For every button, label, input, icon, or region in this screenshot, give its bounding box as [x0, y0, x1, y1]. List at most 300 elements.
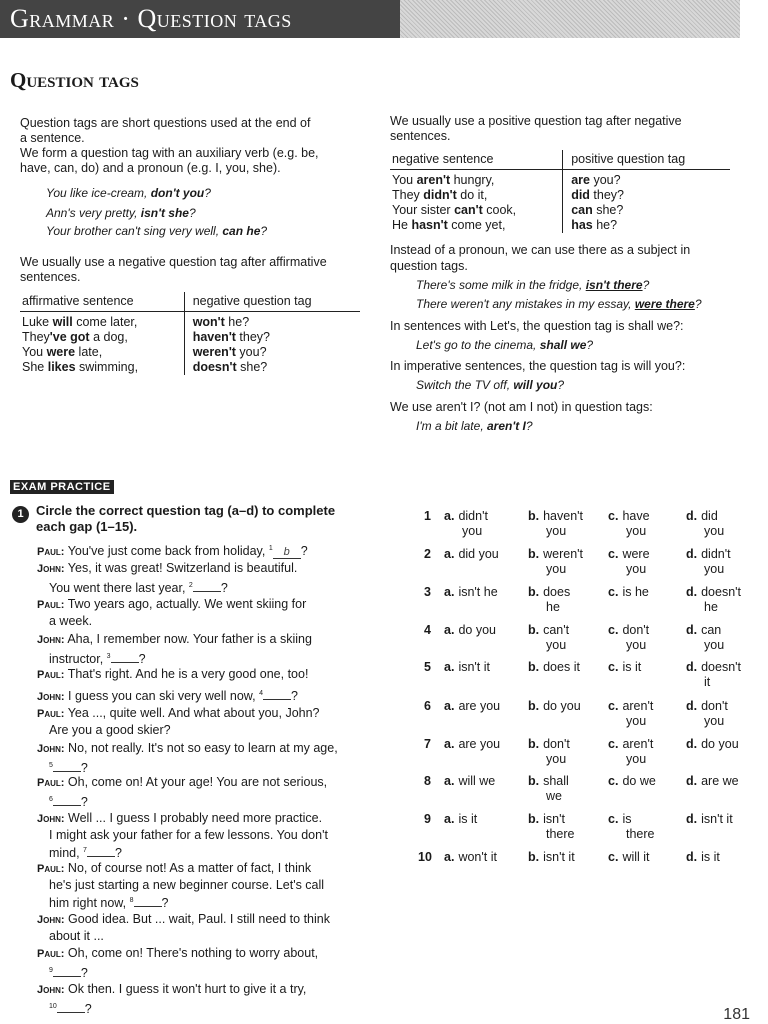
- dialogue-text: I guess you can ski very well now,: [64, 689, 260, 704]
- gap-tail: ?: [138, 651, 146, 666]
- option-d[interactable]: [686, 547, 762, 577]
- option-letter: b.: [528, 585, 540, 599]
- tag-aux: won't: [192, 315, 225, 329]
- dialogue-line: [37, 999, 367, 1018]
- option-d[interactable]: [686, 585, 762, 615]
- answer-gap[interactable]: [263, 687, 291, 700]
- speaker-name: Paul:: [37, 546, 65, 559]
- option-text-cont: there: [546, 827, 575, 841]
- gap-number: 8: [129, 897, 134, 904]
- option-text: are we: [701, 774, 739, 788]
- question-number: 10: [418, 850, 432, 864]
- option-d[interactable]: [686, 850, 762, 865]
- tag-cell: [563, 170, 730, 189]
- header-banner: [0, 0, 740, 38]
- question-number: 5: [424, 660, 431, 674]
- example-sentence: Your brother can't sing very well, can he?: [46, 224, 268, 238]
- tag-cell: [563, 203, 730, 218]
- dialogue-line: [37, 544, 308, 558]
- question-number: 2: [424, 547, 431, 561]
- sentence-verb: aren't: [416, 173, 451, 187]
- tag-aux: are: [571, 173, 590, 187]
- example-sentence: Switch the TV off, will you?: [416, 378, 565, 392]
- sentence-cell: [390, 203, 563, 218]
- gap-tail: ?: [80, 794, 88, 809]
- option-c[interactable]: [608, 850, 684, 865]
- option-letter: b.: [528, 699, 540, 713]
- option-b[interactable]: [528, 585, 604, 615]
- option-text-cont: you: [626, 638, 647, 652]
- option-c[interactable]: [608, 660, 684, 675]
- sentence-verb: hasn't: [411, 218, 448, 232]
- option-text: are you: [458, 699, 501, 713]
- option-letter: a.: [444, 699, 455, 713]
- dialogue-line: [37, 597, 306, 611]
- option-b[interactable]: [528, 623, 604, 653]
- tag-aux: can: [571, 203, 593, 217]
- option-a[interactable]: [444, 774, 520, 789]
- speaker-name: Paul:: [37, 669, 65, 681]
- speaker-name: John:: [37, 743, 65, 755]
- option-a[interactable]: [444, 660, 520, 675]
- gap-tail: ?: [80, 760, 88, 775]
- option-c[interactable]: [608, 737, 684, 767]
- option-a[interactable]: [444, 812, 520, 827]
- sentence-post: a dog,: [89, 330, 128, 344]
- option-letter: c.: [608, 774, 619, 788]
- table-header: negative question tag: [184, 292, 360, 312]
- dialogue-text: instructor,: [49, 651, 107, 666]
- option-text-cont: you: [704, 524, 725, 538]
- option-a[interactable]: [444, 699, 520, 714]
- speaker-name: John:: [37, 813, 65, 825]
- gap-tail: ?: [84, 1001, 92, 1016]
- tag-cell: [184, 360, 360, 375]
- dialogue-line: [37, 578, 367, 597]
- speaker-name: Paul:: [37, 708, 65, 720]
- dialogue-line: [37, 828, 367, 844]
- option-letter: c.: [608, 585, 619, 599]
- option-c[interactable]: [608, 547, 684, 577]
- option-text: shall: [543, 774, 569, 788]
- sentence-pre: He: [392, 218, 412, 232]
- dialogue-line: [37, 843, 367, 862]
- option-text: is it: [622, 660, 642, 674]
- option-letter: b.: [528, 812, 540, 826]
- option-text-cont: you: [546, 524, 567, 538]
- tag-cell: [184, 312, 360, 331]
- option-letter: b.: [528, 737, 540, 751]
- dialogue-line: [37, 946, 318, 960]
- dialogue-text: about it ...: [49, 928, 104, 943]
- dialogue-line: [37, 963, 367, 982]
- option-letter: d.: [686, 737, 698, 751]
- sentence-cell: [20, 330, 184, 345]
- option-letter: d.: [686, 585, 698, 599]
- gap-tail: ?: [114, 846, 122, 861]
- sentence-verb: were: [46, 345, 76, 359]
- sentence-cell: [20, 360, 184, 375]
- sentence-verb: didn't: [423, 188, 457, 202]
- option-letter: c.: [608, 850, 619, 864]
- option-c[interactable]: [608, 774, 684, 789]
- page-number: 181: [723, 1006, 750, 1023]
- tag-aux: doesn't: [192, 360, 237, 374]
- dialogue-line: [37, 741, 338, 755]
- option-letter: b.: [528, 850, 540, 864]
- option-c[interactable]: [608, 699, 684, 729]
- option-d[interactable]: [686, 699, 762, 729]
- gap-number: 4: [259, 690, 263, 697]
- tag-rest: you?: [235, 345, 267, 359]
- sentence-post: come yet,: [447, 218, 506, 232]
- dialogue-line: [37, 861, 311, 875]
- table-row: [20, 312, 360, 331]
- speaker-name: Paul:: [37, 777, 65, 789]
- option-text: were: [622, 547, 650, 561]
- option-letter: a.: [444, 547, 455, 561]
- option-text: is it: [458, 812, 478, 826]
- note-line: In sentences with Let's, the question tag is shall we?:: [390, 319, 684, 333]
- dialogue-text: You've just come back from holiday,: [64, 544, 269, 559]
- table-row: [20, 330, 360, 345]
- tag-rest: she?: [592, 203, 624, 217]
- option-b[interactable]: [528, 737, 604, 767]
- table-row: [390, 170, 730, 189]
- option-b[interactable]: [528, 850, 604, 865]
- option-text: can't: [543, 623, 570, 637]
- option-d[interactable]: [686, 812, 762, 827]
- question-number: 6: [424, 699, 431, 713]
- option-letter: c.: [608, 623, 619, 637]
- dialogue-turn: [37, 912, 367, 944]
- dialogue-line: [37, 929, 367, 945]
- sentence-pre: You: [22, 345, 47, 359]
- option-text: do we: [622, 774, 656, 788]
- option-text: do you: [701, 737, 739, 751]
- option-text: doesn't: [701, 660, 742, 674]
- option-letter: d.: [686, 850, 698, 864]
- gap-tail: ?: [300, 544, 308, 559]
- option-text: isn't it: [458, 660, 490, 674]
- option-text: did: [701, 509, 718, 523]
- question-number: 7: [424, 737, 431, 751]
- option-a[interactable]: [444, 623, 520, 638]
- example-sentence: You like ice-cream, don't you?: [46, 186, 211, 200]
- option-letter: c.: [608, 699, 619, 713]
- dialogue-text: That's right. And he is a very good one, too!: [64, 667, 309, 681]
- sentence-verb: 've got: [49, 330, 90, 344]
- negative-table: [390, 150, 730, 233]
- option-text: won't it: [458, 850, 497, 864]
- dialogue-turn: [37, 706, 367, 738]
- tag-aux: did: [571, 188, 590, 202]
- speaker-name: John:: [37, 914, 65, 926]
- option-letter: a.: [444, 812, 455, 826]
- speaker-name: Paul:: [37, 599, 65, 611]
- speaker-name: John:: [37, 634, 65, 646]
- sentence-pre: Luke: [22, 315, 53, 329]
- example-sentence: Let's go to the cinema, shall we?: [416, 338, 594, 352]
- sentence-post: come later,: [72, 315, 138, 329]
- sentence-post: cook,: [482, 203, 517, 217]
- option-text: don't: [543, 737, 570, 751]
- sentence-cell: [390, 188, 563, 203]
- answer-gap[interactable]: [111, 650, 139, 663]
- example-sentence: Ann's very pretty, isn't she?: [46, 206, 196, 220]
- dialogue-text: Two years ago, actually. We went skiing for: [64, 597, 307, 611]
- intro-line: Question tags are short questions used at the end of: [20, 116, 311, 130]
- speaker-name: Paul:: [37, 863, 65, 875]
- option-letter: d.: [686, 623, 698, 637]
- dialogue-line: [37, 878, 367, 894]
- dialogue-text: he's just starting a new beginner course. Let's call: [49, 877, 325, 892]
- option-b[interactable]: [528, 509, 604, 539]
- option-b[interactable]: [528, 812, 604, 842]
- option-text: did you: [458, 547, 499, 561]
- note-line: Instead of a pronoun, we can use there as a subject in: [390, 243, 691, 257]
- gap-tail: ?: [161, 896, 169, 911]
- option-d[interactable]: [686, 774, 762, 789]
- sentence-verb: will: [52, 315, 73, 329]
- dialogue-turn: [37, 541, 367, 561]
- dialogue-turn: [37, 741, 367, 776]
- option-text-cont: you: [546, 752, 567, 766]
- answer-gap[interactable]: [193, 579, 221, 592]
- dialogue-line: [37, 893, 367, 912]
- option-text: have: [622, 509, 650, 523]
- question-number: 8: [424, 774, 431, 788]
- option-b[interactable]: [528, 547, 604, 577]
- dialogue-turn: [37, 597, 367, 629]
- option-text: didn't: [458, 509, 488, 523]
- speaker-name: John:: [37, 563, 65, 575]
- option-text-cont: he: [704, 600, 718, 614]
- sentence-verb: can't: [454, 203, 483, 217]
- question-number: 3: [424, 585, 431, 599]
- option-letter: c.: [608, 812, 619, 826]
- option-text: haven't: [543, 509, 584, 523]
- option-d[interactable]: [686, 623, 762, 653]
- option-a[interactable]: [444, 850, 520, 865]
- option-text: isn't: [543, 812, 565, 826]
- table-row: [20, 345, 360, 360]
- option-text-cont: you: [704, 714, 725, 728]
- option-b[interactable]: [528, 774, 604, 804]
- affirmative-table: [20, 292, 360, 375]
- option-text: will it: [622, 850, 650, 864]
- dialogue-text: Ok then. I guess it won't hurt to give it a try,: [64, 982, 307, 996]
- dialogue-text: You went there last year,: [49, 580, 189, 595]
- dialogue-text: Yes, it was great! Switzerland is beautiful.: [64, 561, 298, 575]
- option-text: does it: [543, 660, 580, 674]
- gap-number: 9: [49, 966, 53, 974]
- option-letter: c.: [608, 547, 619, 561]
- gap-number: 5: [49, 761, 53, 769]
- exercise-instruction: Circle the correct question tag (a–d) to complete each gap (1–15).: [36, 503, 336, 534]
- option-text: is: [622, 812, 632, 826]
- option-text: don't: [701, 699, 728, 713]
- option-letter: a.: [444, 774, 455, 788]
- dialogue-line: [37, 632, 312, 646]
- dialogue-line: [37, 667, 308, 681]
- dialogue-line: [37, 689, 298, 703]
- answer-gap[interactable]: [134, 894, 162, 907]
- dialogue-line: [37, 912, 330, 926]
- exercise-number: 1: [12, 506, 29, 523]
- option-text: isn't it: [701, 812, 733, 826]
- dialogue-turn: [37, 667, 367, 684]
- option-text: will we: [458, 774, 496, 788]
- option-c[interactable]: [608, 812, 684, 842]
- intro-line: We form a question tag with an auxiliary verb (e.g. be,: [20, 146, 319, 160]
- table-row: [390, 188, 730, 203]
- option-text: isn't he: [458, 585, 498, 599]
- dialogue-text: him right now,: [49, 896, 130, 911]
- table-header: negative sentence: [390, 150, 563, 170]
- dialogue-turn: [37, 946, 367, 981]
- sentence-post: swimming,: [75, 360, 139, 374]
- option-text-cont: he: [546, 600, 560, 614]
- intro-line: a sentence.: [20, 131, 85, 145]
- option-text: can: [701, 623, 722, 637]
- option-letter: a.: [444, 850, 455, 864]
- option-a[interactable]: [444, 737, 520, 752]
- option-b[interactable]: [528, 699, 604, 714]
- example-sentence: I'm a bit late, aren't I?: [416, 419, 533, 433]
- tag-cell: [563, 188, 730, 203]
- option-letter: d.: [686, 660, 698, 674]
- option-text-cont: you: [546, 562, 567, 576]
- option-letter: d.: [686, 509, 698, 523]
- dialogue-line: [37, 792, 367, 811]
- option-letter: b.: [528, 660, 540, 674]
- option-text: aren't: [622, 737, 654, 751]
- sentence-cell: [390, 218, 563, 233]
- section-title: Question tags: [10, 68, 139, 92]
- dialogue-line: [37, 614, 367, 630]
- option-c[interactable]: [608, 623, 684, 653]
- option-text: weren't: [543, 547, 584, 561]
- answer-gap[interactable]: b: [273, 546, 301, 559]
- option-text: is it: [701, 850, 720, 864]
- option-letter: c.: [608, 509, 619, 523]
- option-a[interactable]: [444, 585, 520, 600]
- option-letter: b.: [528, 774, 540, 788]
- tag-cell: [563, 218, 730, 233]
- table-row: [390, 218, 730, 233]
- gap-number: 7: [83, 847, 87, 854]
- speaker-name: Paul:: [37, 948, 65, 960]
- option-letter: c.: [608, 737, 619, 751]
- gap-tail: ?: [291, 689, 298, 704]
- intro-line: We usually use a negative question tag after affirmative: [20, 255, 327, 269]
- question-number: 9: [424, 812, 431, 826]
- tag-rest: he?: [592, 218, 618, 232]
- dialogue-turn: [37, 686, 367, 706]
- option-letter: d.: [686, 774, 698, 788]
- dialogue-turn: [37, 632, 367, 667]
- banner-title: Grammar · Question tags: [10, 4, 292, 33]
- option-text: isn't it: [543, 850, 575, 864]
- intro-line: have, can, do) and a pronoun (e.g. I, you, she).: [20, 161, 281, 175]
- answer-gap[interactable]: [53, 759, 81, 772]
- tag-rest: you?: [589, 173, 621, 187]
- sentence-pre: She: [22, 360, 48, 374]
- option-text: don't: [622, 623, 650, 637]
- tag-cell: [184, 345, 360, 360]
- tag-cell: [184, 330, 360, 345]
- sentence-pre: They: [392, 188, 424, 202]
- option-text-cont: you: [626, 524, 647, 538]
- speaker-name: John:: [37, 691, 65, 704]
- intro-line: We usually use a positive question tag after negative: [390, 114, 682, 128]
- dialogue-text: No, not really. It's not so easy to learn at my age,: [64, 741, 338, 755]
- sentence-cell: [20, 312, 184, 331]
- option-text-cont: it: [704, 675, 711, 689]
- option-letter: d.: [686, 699, 698, 713]
- option-a[interactable]: [444, 509, 520, 539]
- question-number: 1: [424, 509, 431, 523]
- answer-gap[interactable]: [57, 1000, 85, 1013]
- table-row: [20, 360, 360, 375]
- option-letter: a.: [444, 623, 455, 637]
- option-text: didn't: [701, 547, 731, 561]
- option-c[interactable]: [608, 585, 684, 600]
- dialogue-text: Yea ..., quite well. And what about you, John?: [64, 706, 320, 720]
- option-d[interactable]: [686, 509, 762, 539]
- option-letter: b.: [528, 547, 540, 561]
- intro-line: sentences.: [390, 129, 451, 143]
- option-d[interactable]: [686, 737, 762, 752]
- note-line: question tags.: [390, 259, 468, 273]
- gap-tail: ?: [80, 965, 88, 980]
- option-letter: a.: [444, 509, 455, 523]
- table-header: positive question tag: [563, 150, 730, 170]
- option-text: does: [543, 585, 571, 599]
- option-text-cont: you: [626, 714, 647, 728]
- dialogue-line: [37, 775, 327, 789]
- dialogue-text: Good idea. But ... wait, Paul. I still need to think: [64, 912, 330, 926]
- gap-number: 2: [188, 581, 193, 589]
- dialogue-turn: [37, 561, 367, 596]
- answer-gap[interactable]: [53, 964, 81, 977]
- speaker-name: John:: [37, 984, 65, 996]
- sentence-pre: You: [392, 173, 417, 187]
- option-text-cont: you: [626, 562, 647, 576]
- intro-line: sentences.: [20, 270, 81, 284]
- dialogue-line: [37, 723, 367, 739]
- option-text-cont: there: [626, 827, 655, 841]
- option-a[interactable]: [444, 547, 520, 562]
- option-b[interactable]: [528, 660, 604, 675]
- dialogue-text: mind,: [49, 846, 84, 861]
- dialogue-turn: [37, 861, 367, 912]
- answer-gap[interactable]: [87, 844, 115, 857]
- option-c[interactable]: [608, 509, 684, 539]
- answer-gap[interactable]: [53, 793, 81, 806]
- example-sentence: There's some milk in the fridge, isn't there?: [416, 278, 650, 292]
- option-text: doesn't: [701, 585, 742, 599]
- option-d[interactable]: [686, 660, 762, 690]
- option-letter: a.: [444, 737, 455, 751]
- tag-rest: they?: [589, 188, 625, 202]
- option-letter: b.: [528, 623, 540, 637]
- dialogue-text: No, of course not! As a matter of fact, I think: [64, 861, 312, 875]
- tag-aux: has: [571, 218, 593, 232]
- dialogue-line: [37, 649, 367, 668]
- dialogue-line: [37, 811, 322, 825]
